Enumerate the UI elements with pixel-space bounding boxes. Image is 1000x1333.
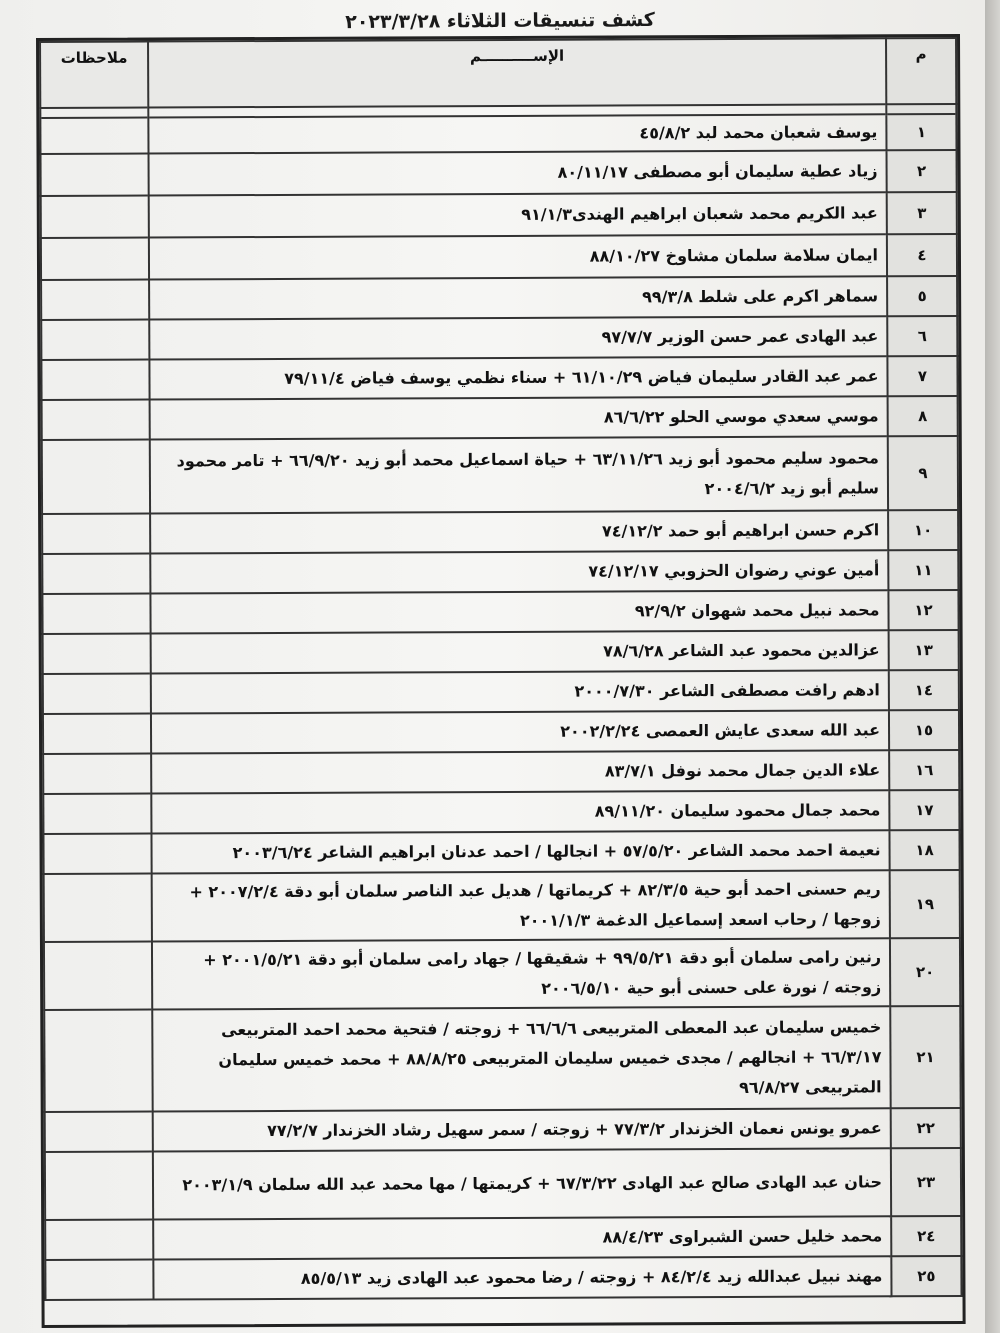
row-number: ١١ [888,550,958,590]
table-row [43,670,959,714]
row-number: ٨ [888,396,958,436]
row-name: حنان عبد الهادى صالح عبد الهادى ٦٧/٣/٢٢ + كريمتها / مها محمد عبد الله سلمان ٢٠٠٣/١/٩ [153,1148,891,1219]
row-number: ٥ [887,276,957,316]
row-name: يوسف شعبان محمد لبد ٤٥/٨/٢ [148,114,886,153]
row-notes [43,674,151,714]
row-notes [42,400,150,440]
table-row [43,710,959,754]
row-notes [45,1220,153,1260]
table-row [44,938,960,1010]
row-number: ١٩ [890,870,960,938]
row-name: محمد جمال محمود سليمان ٨٩/١١/٢٠ [151,790,889,833]
row-name: ادهم رافت مصطفى الشاعر ٢٠٠٠/٧/٣٠ [151,670,889,713]
row-notes [41,360,149,400]
header-number: م [886,38,956,104]
row-number: ١٥ [889,710,959,750]
row-number: ١٢ [888,590,958,630]
row-number: ١٦ [889,750,959,790]
row-notes [43,794,151,834]
row-number: ١٨ [889,830,959,870]
row-notes [42,440,150,514]
row-name: عبد الكريم محمد شعبان ابراهيم الهندى٩١/١/٣ [149,192,887,237]
row-notes [40,118,148,154]
row-number: ٩ [888,436,958,510]
table-row [45,1216,961,1260]
row-name: اكرم حسن ابراهيم أبو حمد ٧٤/١٢/٢ [150,510,888,553]
row-notes [41,320,149,360]
page-title: كشف تنسيقات الثلاثاء ٢٠٢٣/٣/٢٨ [345,8,655,34]
row-number: ١٤ [889,670,959,710]
row-notes [43,754,151,794]
table-row [43,830,959,874]
row-name: مهند نبيل عبدالله زيد ٨٤/٢/٤ + زوجته / رضا محمود عبد الهادى زيد ٨٥/٥/١٣ [153,1256,891,1299]
row-number: ٢٣ [891,1148,961,1216]
table-row [41,316,957,360]
header-notes: ملاحظات [40,42,148,108]
table-row [43,750,959,794]
table-row [42,396,958,440]
table-header-row [40,38,956,108]
row-name: علاء الدين جمال محمد نوفل ٨٣/٧/١ [151,750,889,793]
table-row [42,510,958,554]
row-name: عبد الهادى عمر حسن الوزير ٩٧/٧/٧ [149,316,887,359]
row-number: ٧ [887,356,957,396]
table-row [45,1148,961,1220]
row-name: أمين عوني رضوان الحزوبي ٧٤/١٢/١٧ [150,550,888,593]
row-number: ٣ [887,192,957,234]
table-row [43,790,959,834]
row-number: ٢٢ [891,1108,961,1148]
row-name: رنين رامى سلمان أبو دقة ٩٩/٥/٢١ + شقيقها / جهاد رامى سلمان أبو دقة ٢٠٠١/٥/٢١ + زوجته / نورة على حسنى أبو حية ٢٠٠٦/٥/١٠ [152,938,890,1009]
row-name: موسي سعدي موسي الحلو ٨٦/٦/٢٢ [150,396,888,439]
row-name: خميس سليمان عبد المعطى المتربيعى ٦٦/٦/٦ + زوجته / فتحية محمد احمد المتربيعى ٦٦/٣/١٧ + انجالهم / مجدى خميس سليمان المتربيعى ٨٨/٨/٢٥ + محمد خميس سليمان المتربيعى ٩٦/٨/٢٧ [152,1006,890,1111]
table-row [41,356,957,400]
row-notes [42,554,150,594]
row-number: ١٧ [889,790,959,830]
header-name: الإســــــــــم [148,38,886,107]
row-number: ٤ [887,234,957,276]
row-number: ٢٤ [891,1216,961,1256]
row-name: محمود سليم محمود أبو زيد ٦٣/١١/٢٦ + حياة اسماعيل محمد أبو زيد ٦٦/٩/٢٠ + تامر محمود سليم أبو زيد ٢٠٠٤/٦/٢ [150,436,888,513]
table-row [41,234,957,280]
row-notes [45,1152,153,1220]
row-notes [42,514,150,554]
table-row [42,550,958,594]
coordination-table-frame [36,34,966,1328]
row-notes [43,834,151,874]
row-notes [43,634,151,674]
row-notes [44,1010,152,1112]
table-row [45,1256,961,1300]
row-name: محمد نبيل محمد شهوان ٩٢/٩/٢ [150,590,888,633]
row-number: ٢١ [890,1006,960,1108]
row-notes [45,1112,153,1152]
table-row [41,192,957,238]
row-notes [41,280,149,320]
row-notes [41,238,149,280]
row-name: زياد عطية سليمان أبو مصطفى ٨٠/١١/١٧ [149,150,887,195]
row-number: ١٠ [888,510,958,550]
row-name: ريم حسنى احمد أبو حية ٨٢/٣/٥ + كريماتها / هديل عبد الناصر سلمان أبو دقة ٢٠٠٧/٢/٤ + زوجها / رحاب اسعد إسماعيل الدغمة ٢٠٠١/١/٣ [152,870,890,941]
row-number: ١ [886,114,956,150]
row-number: ٢٠ [890,938,960,1006]
row-notes [44,874,152,942]
table-row [44,870,960,942]
row-notes [45,1260,153,1300]
row-name: نعيمة احمد محمد الشاعر ٥٧/٥/٢٠ + انجالها / احمد عدنان ابراهيم الشاعر ٢٠٠٣/٦/٢٤ [151,830,889,873]
row-number: ٢ [887,150,957,192]
row-notes [41,196,149,238]
row-notes [44,942,152,1010]
table-row [43,630,959,674]
row-name: عبد الله سعدى عايش العمصى ٢٠٠٢/٢/٢٤ [151,710,889,753]
row-name: عزالدين محمود عبد الشاعر ٧٨/٦/٢٨ [151,630,889,673]
table-row [40,114,956,154]
table-body [40,114,961,1300]
table-row [41,150,957,196]
table-row [45,1108,961,1152]
row-notes [43,714,151,754]
row-notes [41,154,149,196]
row-name: عمر عبد القادر سليمان فياض ٦١/١٠/٢٩ + سناء نظمي يوسف فياض ٧٩/١١/٤ [149,356,887,399]
paper-edge [985,0,1000,1333]
row-name: عمرو يونس نعمان الخزندار ٧٧/٣/٢ + زوجته / سمر سهيل رشاد الخزندار ٧٧/٢/٧ [153,1108,891,1151]
row-number: ٦ [887,316,957,356]
row-number: ٢٥ [891,1256,961,1296]
row-number: ١٣ [889,630,959,670]
coordination-table [39,37,962,1301]
table-row [44,1006,960,1112]
table-row [41,276,957,320]
table-row [42,590,958,634]
table-row [42,436,958,514]
row-name: محمد خليل حسن الشبراوى ٨٨/٤/٢٣ [153,1216,891,1259]
row-name: ايمان سلامة سلمان مشاوخ ٨٨/١٠/٢٧ [149,234,887,279]
row-name: سماهر اكرم على شلط ٩٩/٣/٨ [149,276,887,319]
row-notes [42,594,150,634]
